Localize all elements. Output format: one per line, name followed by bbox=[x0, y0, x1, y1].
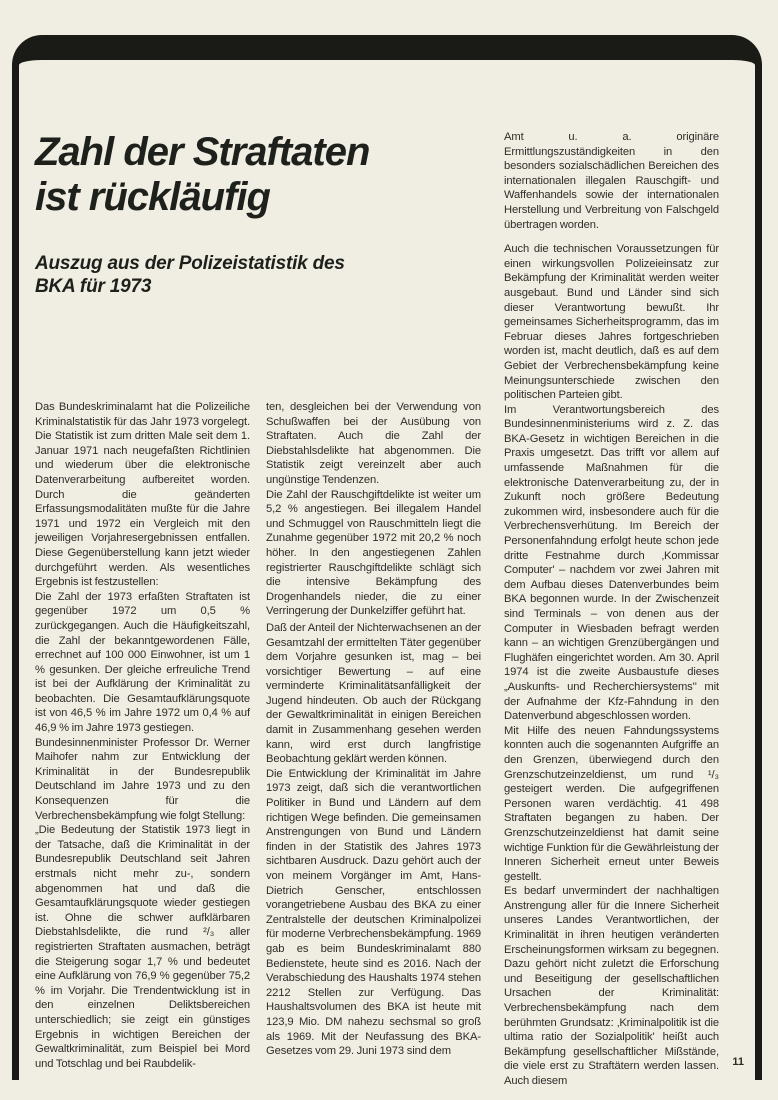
paragraph: Das Bundeskriminalamt hat die Polizeiliche Kriminalstatistik für das Jahr 1973 vorgelegt. Die Statistik ist zum dritten Male seit dem 1. Januar 1971 nach neugefaßten Richtlinien und wiederum über die elektronische Datenverarbeitung aufbereitet worden. Durch die geänderten Erfassungsmodalitäten mußte für die Jahre 1971 und 1972 ein Vergleich mit den jeweiligen Vorjahresergebnissen entfallen. Diese Gegenüberstellung kann jetzt wieder durchgeführt werden. Als wesentliches Ergebnis ist festzustellen: bbox=[35, 401, 250, 589]
paragraph: Die Entwicklung der Kriminalität im Jahre 1973 zeigt, daß sich die verantwortlichen Politiker in Bund und Ländern auf dem richtigen Wege befinden. Die gemeinsamen Anstrengungen von Bund und Ländern finden in der Statistik des Jahres 1973 sichtbaren Ausdruck. Dazu gehört auch der von meinem Vorgänger im Amt, Hans-Dietrich Genscher, entschlossen vorangetriebene Ausbau des BKA zu einer Zentralstelle der deutschen Kriminalpolizei für moderne Verbrechensbekämpfung. 1969 gab es beim Bundeskriminalamt 880 Bedienstete, heute sind es 2016. Nach der Verabschiedung des Haushalts 1974 stehen 2212 Stellen zur Verfügung. Das Haushaltsvolumen des BKA ist heute mit 123,9 Mio. DM nahezu sechsmal so groß als 1969. Mit der Neufassung des BKA-Gesetzes vom 29. Juni 1973 sind dem bbox=[266, 767, 481, 1058]
paragraph: Daß der Anteil der Nichterwachsenen an der Gesamtzahl der ermittelten Täter gegenüber dem Vorjahre gesunken ist, mag – bei vorsichtiger Bewertung – auf eine verminderte Kriminalitätsanfälligkeit der Jugend hindeuten. Ob auch der Rückgang der Gewaltkriminalität in einigen Bereichen damit in Zusammenhang gesehen werden kann, wird erst durch langfristige Beobachtung geklärt werden können. bbox=[266, 621, 481, 766]
paragraph: Auch die technischen Voraussetzungen für einen wirkungsvollen Polizeieinsatz zur Bekämpfung der Kriminalität werden weiter ausgebaut. Bund und Länder sind sich dieser Verantwortung bewußt. Ihr gemeinsames Sicherheitsprogramm, das im Februar dieses Jahres fortgeschrieben worden ist, macht deutlich, daß es auf dem Gebiet der Verbrechensbekämpfung keine Meinungsunterschiede zwischen den politischen Parteien gibt. bbox=[504, 243, 719, 402]
body-columns bbox=[35, 400, 481, 1071]
text-column-3 bbox=[504, 130, 719, 1089]
article-title-line-1: Zahl der Straftaten bbox=[35, 130, 370, 174]
paragraph: Amt u. a. originäre Ermittlungszuständigkeiten in den besonders sozialschädlichen Bereichen des internationalen illegalen Rauschgift- und Waffenhandels sowie der internationalen Herstellung und Verbreitung von Falschgeld übertragen worden. bbox=[504, 131, 719, 231]
article-subtitle-line-1: Auszug aus der Polizeistatistik des bbox=[35, 253, 345, 274]
article-title bbox=[35, 130, 481, 220]
text-column-1 bbox=[35, 400, 250, 1071]
paragraph: Mit Hilfe des neuen Fahndungssystems konnten auch die sogenannten Aufgriffe an den Grenzen, überwiegend durch den Grenzschutzeinzeldienst, um rund ¹/₃ gesteigert werden. Die aufgegriffenen Personen waren verdächtig. 41 498 Straftaten begangen zu haben. Der Grenzschutzeinzeldienst hat damit seine wichtige Funktion für die Gewährleistung der Inneren Sicherheit erneut unter Beweis gestellt. bbox=[504, 724, 719, 883]
paragraph: ten, desgleichen bei der Verwendung von Schußwaffen bei der Ausübung von Straftaten. Auch die Zahl der Diebstahlsdelikte hat abgenommen. Die Statistik zeigt vereinzelt aber auch ungünstige Tendenzen. bbox=[266, 401, 481, 486]
article-subtitle-line-2: BKA für 1973 bbox=[35, 276, 152, 297]
article-subtitle bbox=[35, 252, 481, 298]
article-title-line-2: ist rückläufig bbox=[35, 175, 270, 219]
page-number: 11 bbox=[732, 1056, 744, 1068]
article-content bbox=[19, 60, 755, 1089]
paragraph: Im Verantwortungsbereich des Bundesinnenministeriums wird z. Z. das BKA-Gesetz in wichtigen Bereichen in die Praxis umgesetzt. Das trifft vor allem auf umfassende Maßnahmen für die elektronische Datenverarbeitung zu, der in Zukunft noch größere Bedeutung zukommen wird, insbesondere auch für die Verbrechensverhütung. Im Bereich der Personenfahndung erfolgt heute schon jede dritte Festnahme durch ‚Kommissar Computer' – nachdem vor zwei Jahren mit dem Aufbau dieses Datenverbundes beim BKA begonnen wurde. In der Zwischenzeit sind Terminals – von denen aus der Computer in Wiesbaden befragt werden kann – an wichtigen Grenzübergängen und Flughäfen eingerichtet worden. Am 30. April 1974 ist die zweite Ausbaustufe dieses „Auskunfts- und Recherchiersystems'' mit der Aufnahme der Kfz-Fahndung in den Datenverbund abgeschlossen worden. bbox=[504, 403, 719, 723]
paragraph: Die Zahl der 1973 erfaßten Straftaten ist gegenüber 1972 um 0,5 % zurückgegangen. Auch die Häufigkeitszahl, die Zahl der bekanntgewordenen Fälle, errechnet auf 100 000 Einwohner, ist um 1 % gesunken. Der gleiche erfreuliche Trend ist bei der Aufklärung der Kriminalität zu beobachten. Die Gesamtaufklärungsquote ist von 46,5 % im Jahre 1972 um 0,4 % auf 46,9 % im Jahre 1973 gestiegen. bbox=[35, 590, 250, 735]
article-left-section bbox=[35, 130, 481, 1071]
paragraph: Bundesinnenminister Professor Dr. Werner Maihofer nahm zur Entwicklung der Kriminalität in der Bundesrepublik Deutschland im Jahre 1973 und zu den Konsequenzen für die Verbrechensbekämpfung wie folgt Stellung: bbox=[35, 736, 250, 822]
text-column-2 bbox=[266, 400, 481, 1071]
article-frame bbox=[12, 35, 762, 1087]
paragraph: „Die Bedeutung der Statistik 1973 liegt in der Tatsache, daß die Kriminalität in der Bundesrepublik Deutschland seit Jahren erstmals nicht mehr zu-, sondern abgenommen hat und daß die Gesamtaufklärungsquote wieder gestiegen ist. Ohne die schwer aufklärbaren Diebstahlsdelikte, die rund ²/₃ aller registrierten Straftaten ausmachen, beträgt die Steigerung sogar 1,7 % und bedeutet eine Aufklärung von 76,9 % gegenüber 75,2 % im Vorjahr. Die Trendentwicklung ist in den einzelnen Deliktsbereichen unterschiedlich; sie zeigt ein günstiges Ergebnis in wichtigen Bereichen der Gewaltkriminalität, zum Beispiel bei Mord und Totschlag und bei Raubdelik- bbox=[35, 824, 250, 1070]
paragraph: Die Zahl der Rauschgiftdelikte ist weiter um 5,2 % angestiegen. Bei illegalem Handel und Schmuggel von Rauschmitteln liegt die Zunahme gegenüber 1972 mit 20,2 % noch höher. In den angestiegenen Zahlen registrierter Rauschgiftdelikte schlägt sich die intensive Bekämpfung des Drogenhandels nieder, die zu einer Verringerung der Dunkelziffer geführt hat. bbox=[266, 488, 481, 618]
paragraph: Es bedarf unvermindert der nachhaltigen Anstrengung aller für die Innere Sicherheit unseres Landes Verantwortlichen, der Kriminalität in ihren heutigen veränderten Erscheinungsformen wirksam zu begegnen. Dazu gehört nicht zuletzt die Erforschung und Beseitigung der gesellschaftlichen Ursachen der Kriminalität: Verbrechensbekämpfung nach dem berühmten Grundsatz: ‚Kriminalpolitik ist die ultima ratio der Sozialpolitik' heißt auch Bekämpfung gesellschaftlicher Mißstände, die viele erst zu Straftätern werden lassen. Auch diesem bbox=[504, 885, 719, 1087]
